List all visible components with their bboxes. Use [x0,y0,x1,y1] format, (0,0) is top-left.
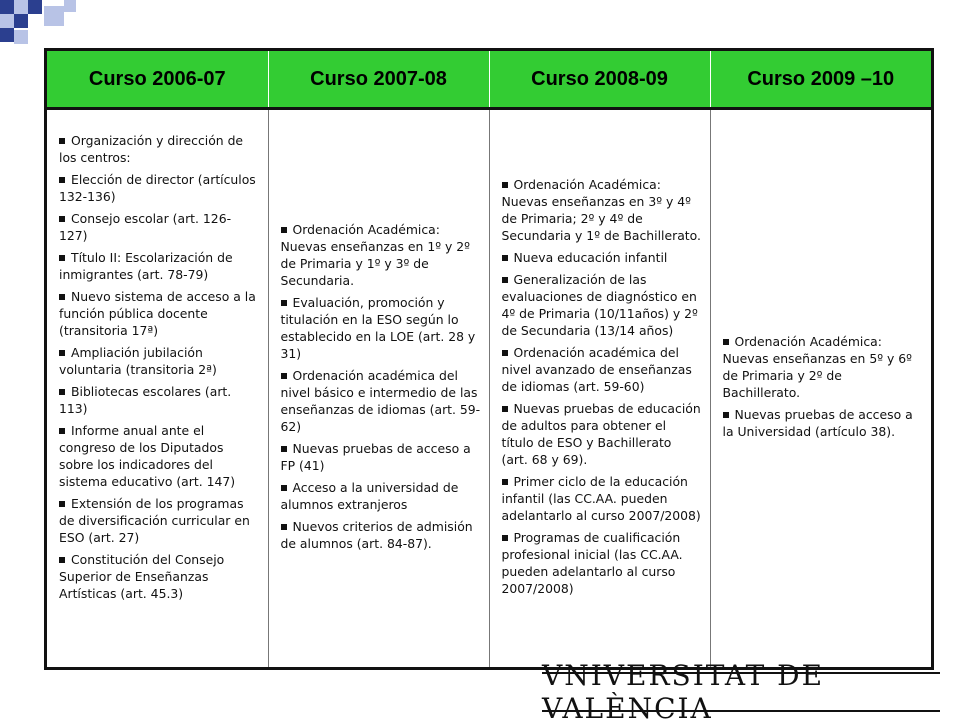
list-item-text: Bibliotecas escolares (art. 113) [59,384,232,416]
list-item [502,344,702,395]
bullet-icon [281,524,287,530]
list-item [59,551,260,602]
list-item-text: Evaluación, promoción y titulación en la ESO según lo establecido en la LOE (art. 28 y 31) [280,294,476,361]
header-cell: Curso 2009 –10 [710,51,931,109]
list-item-text: Extensión de los programas de diversificación curricular en ESO (art. 27) [59,496,250,545]
list-item-text: Título II: Escolarización de inmigrantes (art. 78-79) [59,250,233,282]
list-item [59,210,260,244]
list-item-text: Ordenación académica del nivel básico e intermedio de las enseñanzas de idiomas (art. 59-62) [280,367,481,434]
list-item-text: Consejo escolar (art. 126-127) [59,211,232,243]
list-item [59,422,260,490]
logo-text: VNIVERSITAT DE VALÈNCIA [542,659,825,725]
list-item [502,249,702,266]
list-item [59,344,260,378]
content-row [47,109,931,668]
list-item-text: Programas de cualificación profesional inicial (las CC.AA. pueden adelantarlo al curso 2007/2008) [501,529,683,596]
bullet-icon [502,535,508,541]
bullet-icon [59,501,65,507]
list-item [502,473,702,524]
list-item-text: Nuevas pruebas de educación de adultos para obtener el título de ESO y Bachillerato (art. 68 y 69). [501,400,701,467]
list-item [281,294,481,362]
bullet-icon [502,182,508,188]
list-item-text: Ampliación jubilación voluntaria (transitoria 2ª) [59,345,217,377]
bullet-icon [59,294,65,300]
bullet-list [281,221,481,552]
list-item-text: Nueva educación infantil [513,249,668,265]
column-cell-2009 [710,109,931,668]
header-cell: Curso 2006-07 [47,51,268,109]
course-table [44,48,934,670]
bullet-icon [281,485,287,491]
bullet-icon [281,373,287,379]
list-item [502,529,702,597]
bullet-icon [59,177,65,183]
bullet-icon [59,255,65,261]
bullet-list [723,333,924,440]
bullet-icon [281,300,287,306]
list-item [723,333,924,401]
list-item-text: Organización y dirección de los centros: [59,133,244,165]
bullet-icon [723,339,729,345]
bullet-icon [59,350,65,356]
bullet-icon [59,557,65,563]
column-cell-2007 [268,109,489,668]
list-item-text: Generalización de las evaluaciones de diagnóstico en 4º de Primaria (10/11años) y 2º de Secundaria (13/14 años) [501,271,698,338]
list-item [59,288,260,339]
list-item [59,132,260,166]
header-row [47,51,931,109]
list-item-text: Ordenación académica del nivel avanzado de enseñanzas de idiomas (art. 59-60) [501,344,692,394]
list-item-text: Nuevas pruebas de acceso a FP (41) [280,440,471,473]
list-item-text: Nuevas pruebas de acceso a la Universidad (artículo 38). [722,406,913,439]
list-item [281,367,481,435]
bullet-icon [502,255,508,261]
column-cell-2008 [489,109,710,668]
list-item [502,271,702,339]
list-item [59,171,260,205]
list-item [281,221,481,289]
column-cell-2006 [47,109,268,668]
bullet-icon [502,479,508,485]
list-item-text: Acceso a la universidad de alumnos extranjeros [280,479,459,512]
bullet-list [59,132,260,602]
list-item [281,440,481,474]
list-item [723,406,924,440]
bullet-icon [59,389,65,395]
bullet-icon [59,428,65,434]
list-item [59,249,260,283]
list-item [59,495,260,546]
list-item [502,400,702,468]
bullet-icon [281,227,287,233]
list-item [281,518,481,552]
bullet-icon [723,412,729,418]
list-item [502,176,702,244]
bullet-icon [502,350,508,356]
bullet-icon [59,216,65,222]
list-item-text: Ordenación Académica: Nuevas enseñanzas en 3º y 4º de Primaria; 2º y 4º de Secundaria y 1º de Bachillerato. [501,176,701,243]
list-item-text: Constitución del Consejo Superior de Enseñanzas Artísticas (art. 45.3) [59,552,225,601]
bullet-list [502,176,702,597]
list-item-text: Elección de director (artículos 132-136) [59,172,256,204]
list-item-text: Nuevo sistema de acceso a la función pública docente (transitoria 17ª) [59,289,256,338]
list-item-text: Ordenación Académica: Nuevas enseñanzas en 5º y 6º de Primaria y 2º de Bachillerato. [722,333,912,400]
university-logo [542,659,940,725]
list-item-text: Nuevos criterios de admisión de alumnos (art. 84-87). [280,518,473,551]
bullet-icon [281,446,287,452]
header-cell: Curso 2007-08 [268,51,489,109]
bullet-icon [502,406,508,412]
bullet-icon [59,138,65,144]
list-item-text: Primer ciclo de la educación infantil (las CC.AA. pueden adelantarlo al curso 2007/2008) [501,473,701,523]
course-table-grid [47,51,931,667]
list-item-text: Ordenación Académica: Nuevas enseñanzas en 1º y 2º de Primaria y 1º y 3º de Secundaria. [280,221,470,288]
list-item-text: Informe anual ante el congreso de los Diputados sobre los indicadores del sistema educativo (art. 147) [59,423,236,489]
bullet-icon [502,277,508,283]
list-item [59,383,260,417]
list-item [281,479,481,513]
header-cell: Curso 2008-09 [489,51,710,109]
